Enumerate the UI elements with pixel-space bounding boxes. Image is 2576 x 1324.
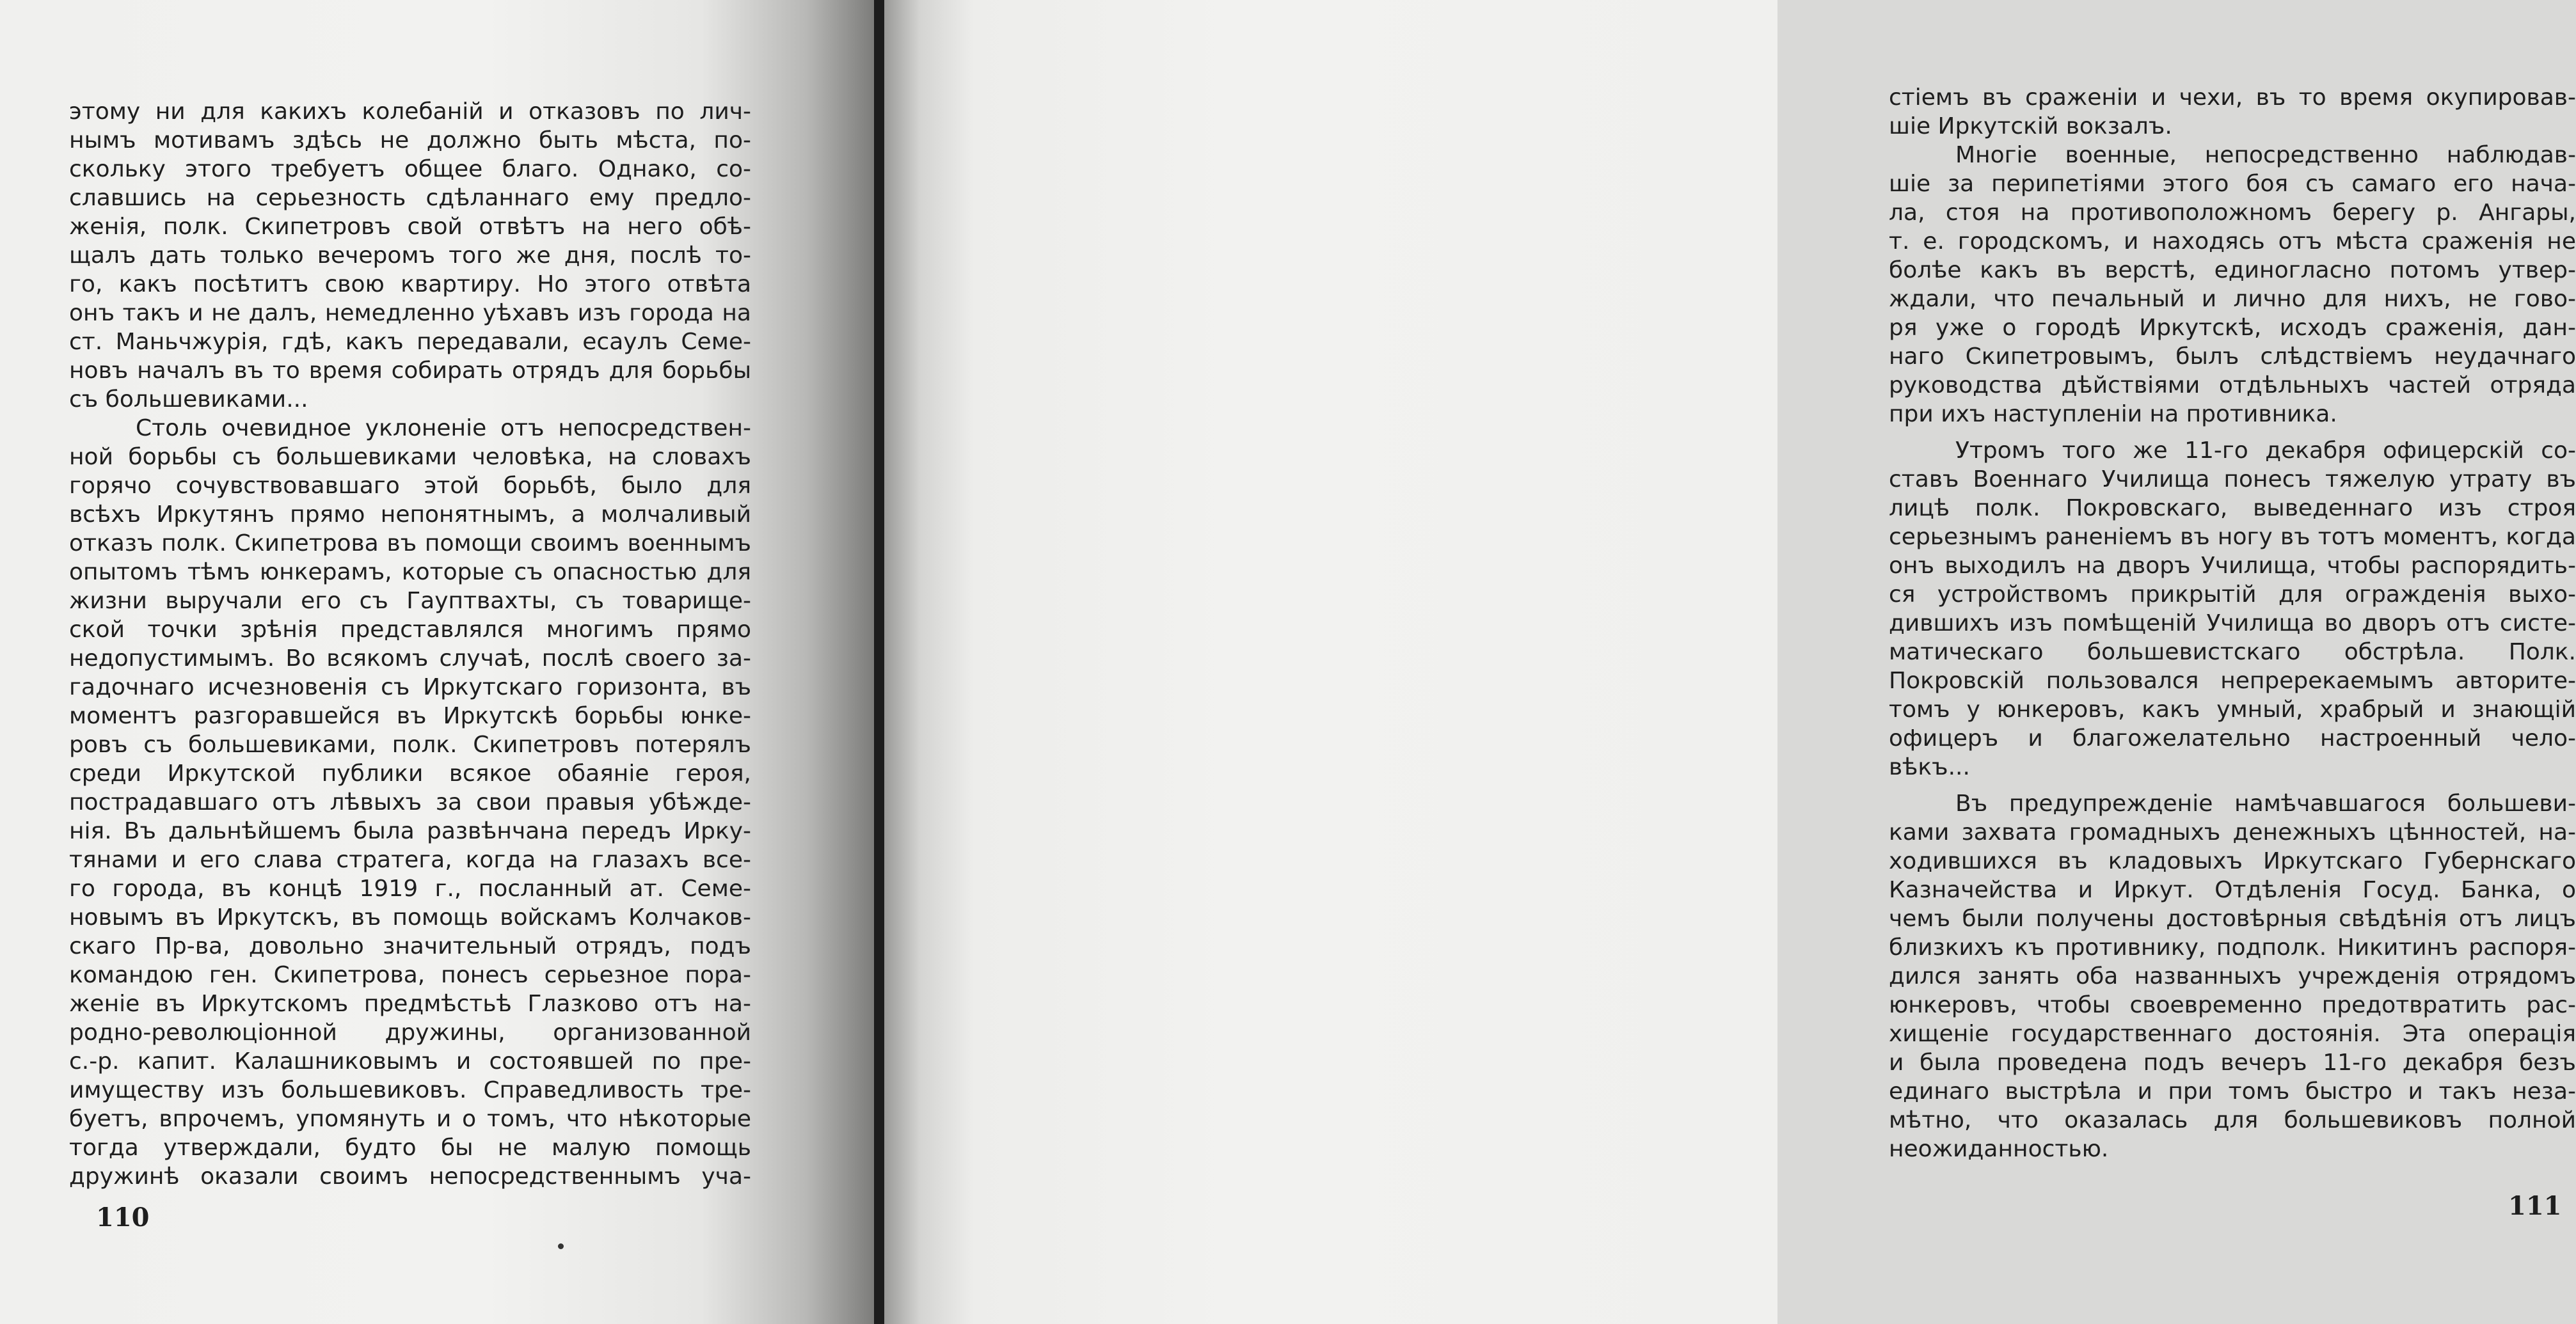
text-line: дружинѣ оказали своимъ непосредственнымъ уча- <box>69 1163 751 1190</box>
text-line: шіе Иркутскій вокзалъ. <box>1889 113 2172 139</box>
text-line: ной борьбы съ большевиками человѣка, на словахъ <box>69 444 751 470</box>
paper-speck <box>558 1243 564 1249</box>
text-line: Въ предупрежденіе намѣчавшагося большеви- <box>1955 791 2576 817</box>
text-line: скаго Пр-ва, довольно значительный отрядъ, подъ <box>69 933 751 959</box>
text-line: женія, полк. Скипетровъ свой отвѣтъ на него обѣ- <box>69 214 751 240</box>
text-line: щалъ дать только вечеромъ того же дня, послѣ то- <box>69 242 751 269</box>
left-page-number: 110 <box>96 1202 150 1233</box>
text-line: скольку этого требуетъ общее благо. Однако, со- <box>69 156 751 182</box>
text-line: родно-революціонной дружины, организованной <box>69 1020 751 1046</box>
text-line: юнкеровъ, чтобы своевременно предотвратить рас- <box>1889 992 2576 1018</box>
text-line: новъ началъ въ то время собирать отрядъ для борьбы <box>69 358 751 384</box>
right-page-number: 111 <box>2508 1191 2562 1221</box>
text-line: го, какъ посѣтитъ свою квартиру. Но этого отвѣта <box>69 271 751 297</box>
text-line: новымъ въ Иркутскъ, въ помощь войскамъ Колчаков- <box>69 904 751 931</box>
left-page-text <box>69 97 751 1191</box>
text-line: Покровскій пользовался непререкаемымъ авторите- <box>1889 668 2576 694</box>
text-line: ской точки зрѣнія представлялся многимъ прямо <box>69 617 751 643</box>
right-page-text <box>1889 83 2576 1163</box>
text-line: нія. Въ дальнѣйшемъ была развѣнчана передъ Ирку- <box>69 818 751 844</box>
text-line: томъ у юнкеровъ, какъ умный, храбрый и знающій <box>1889 697 2576 723</box>
text-line: с.-р. капит. Калашниковымъ и состоявшей по пре- <box>69 1048 751 1075</box>
text-line: нымъ мотивамъ здѣсь не должно быть мѣста, по- <box>69 127 751 154</box>
text-line: онъ такъ и не далъ, немедленно уѣхавъ изъ города на <box>69 300 751 326</box>
text-line: жизни выручали его съ Гауптвахты, съ товарище- <box>69 588 751 614</box>
text-line: неожиданностью. <box>1889 1136 2109 1162</box>
text-line: имуществу изъ большевиковъ. Справедливость тре- <box>69 1077 751 1103</box>
text-line: опытомъ тѣмъ юнкерамъ, которые съ опасностью для <box>69 559 751 585</box>
text-line: тянами и его слава стратега, когда на глазахъ все- <box>69 847 751 873</box>
text-line: Многіе военные, непосредственно наблюдав- <box>1955 142 2576 168</box>
text-line: съ большевиками... <box>69 386 308 413</box>
text-line: ла, стоя на противоположномъ берегу р. Ангары, <box>1889 200 2576 226</box>
text-line: пострадавшаго отъ лѣвыхъ за свои правыя убѣжде- <box>69 789 751 816</box>
text-line: ждали, что печальный и лично для нихъ, не гово- <box>1889 286 2576 312</box>
text-line: отказъ полк. Скипетрова въ помощи своимъ военнымъ <box>69 530 751 556</box>
text-line: близкихъ къ противнику, подполк. Никитинъ распоря- <box>1889 934 2576 961</box>
text-line: ря уже о городѣ Иркутскѣ, исходъ сраженія, дан- <box>1889 315 2576 341</box>
text-line: хищеніе государственнаго достоянія. Эта операція <box>1889 1021 2576 1047</box>
text-line: гадочнаго исчезновенія съ Иркутскаго горизонта, въ <box>69 674 751 700</box>
text-line: среди Иркутской публики всякое обаяніе героя, <box>69 761 751 787</box>
text-line: ками захвата громадныхъ денежныхъ цѣнностей, на- <box>1889 819 2576 846</box>
text-line: стіемъ въ сраженіи и чехи, въ то время окупировав- <box>1889 84 2576 111</box>
text-line: ровъ съ большевиками, полк. Скипетровъ потерялъ <box>69 732 751 758</box>
text-line: чемъ были получены достовѣрныя свѣдѣнія отъ лицъ <box>1889 906 2576 932</box>
text-line: го города, въ концѣ 1919 г., посланный ат. Семе- <box>69 876 751 902</box>
text-line: болѣе какъ въ верстѣ, единогласно потомъ утвер- <box>1889 257 2576 283</box>
text-line: горячо сочувствовавшаго этой борьбѣ, было для <box>69 473 751 499</box>
text-line: ст. Маньчжурія, гдѣ, какъ передавали, есаулъ Семе- <box>69 329 751 355</box>
text-line: женіе въ Иркутскомъ предмѣстьѣ Глазково отъ на- <box>69 991 751 1017</box>
text-line: и была проведена подъ вечеръ 11-го декабря безъ <box>1889 1050 2576 1076</box>
text-line: при ихъ наступленіи на противника. <box>1889 401 2337 427</box>
text-line: недопустимымъ. Во всякомъ случаѣ, послѣ своего за- <box>69 645 751 672</box>
text-line: ходившихся въ кладовыхъ Иркутскаго Губернскаго <box>1889 848 2576 874</box>
text-line: ся устройствомъ прикрытій для огражденія выхо- <box>1889 581 2576 608</box>
text-line: офицеръ и благожелательно настроенный чело- <box>1889 725 2576 752</box>
text-line: мѣтно, что оказалась для большевиковъ полной <box>1889 1107 2576 1133</box>
text-line: тогда утверждали, будто бы не малую помощь <box>69 1135 751 1161</box>
text-line: наго Скипетровымъ, былъ слѣдствіемъ неудачнаго <box>1889 343 2576 370</box>
text-line: единаго выстрѣла и при томъ быстро и такъ неза- <box>1889 1078 2576 1105</box>
text-line: этому ни для какихъ колебаній и отказовъ по лич- <box>69 99 751 125</box>
text-line: руководства дѣйствіями отдѣльныхъ частей отряда <box>1889 372 2576 398</box>
left-page <box>0 0 877 1324</box>
text-line: лицѣ полк. Покровскаго, выведеннаго изъ строя <box>1889 495 2576 521</box>
text-line: Казначейства и Иркут. Отдѣленія Госуд. Банка, о <box>1889 877 2576 903</box>
right-page <box>884 0 2576 1324</box>
text-line: командою ген. Скипетрова, понесъ серьезное пора- <box>69 962 751 988</box>
text-line: серьезнымъ раненіемъ въ ногу въ тотъ моментъ, когда <box>1889 524 2576 550</box>
text-line: т. е. городскомъ, и находясь отъ мѣста сраженія не <box>1889 228 2576 255</box>
text-line: дившихъ изъ помѣщеній Училища во дворъ отъ систе- <box>1889 610 2576 636</box>
book-gutter <box>874 0 884 1324</box>
text-line: славшись на серьезность сдѣланнаго ему предло- <box>69 185 751 211</box>
text-line: дился занять оба названныхъ учрежденія отрядомъ <box>1889 963 2576 989</box>
text-line: моментъ разгоравшейся въ Иркутскѣ борьбы юнке- <box>69 703 751 729</box>
text-line: всѣхъ Иркутянъ прямо непонятнымъ, а молчаливый <box>69 501 751 528</box>
text-line: буетъ, впрочемъ, упомянуть и о томъ, что нѣкоторые <box>69 1106 751 1132</box>
text-line: онъ выходилъ на дворъ Училища, чтобы распорядить- <box>1889 553 2576 579</box>
text-line: Столь очевидное уклоненіе отъ непосредствен- <box>136 415 751 441</box>
text-line: матическаго большевистскаго обстрѣла. Полк. <box>1889 639 2576 665</box>
text-line: ставъ Военнаго Училища понесъ тяжелую утрату въ <box>1889 466 2576 493</box>
text-line: вѣкъ... <box>1889 754 1970 780</box>
text-line: Утромъ того же 11-го декабря офицерскій со- <box>1955 437 2576 464</box>
text-line: шіе за перипетіями этого боя съ самаго его нача- <box>1889 171 2576 197</box>
